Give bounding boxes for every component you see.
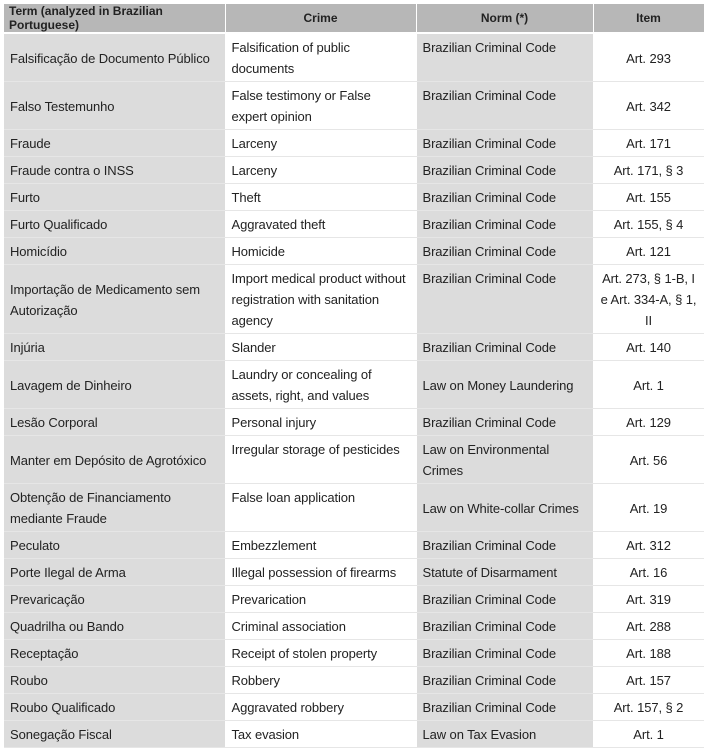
cell-norm: Brazilian Criminal Code [416, 586, 593, 613]
cell-norm: Brazilian Criminal Code [416, 238, 593, 265]
cell-norm: Law on Tax Evasion [416, 721, 593, 748]
cell-item: Art. 56 [593, 436, 704, 484]
table-row [4, 721, 704, 748]
cell-norm: Brazilian Criminal Code [416, 409, 593, 436]
cell-item: Art. 293 [593, 33, 704, 82]
cell-crime: Illegal possession of firearms [225, 559, 416, 586]
cell-crime: Embezzlement [225, 532, 416, 559]
cell-crime: Larceny [225, 130, 416, 157]
cell-item: Art. 129 [593, 409, 704, 436]
table-row [4, 184, 704, 211]
cell-item: Art. 1 [593, 361, 704, 409]
cell-item: Art. 171, § 3 [593, 157, 704, 184]
table-row [4, 409, 704, 436]
table-row [4, 130, 704, 157]
cell-norm: Brazilian Criminal Code [416, 667, 593, 694]
cell-item: Art. 140 [593, 334, 704, 361]
cell-term: Peculato [4, 532, 225, 559]
cell-crime: Larceny [225, 157, 416, 184]
cell-term: Roubo [4, 667, 225, 694]
cell-norm: Brazilian Criminal Code [416, 532, 593, 559]
cell-crime: False loan application [225, 484, 416, 532]
cell-item: Art. 288 [593, 613, 704, 640]
cell-item: Art. 157 [593, 667, 704, 694]
cell-crime: Theft [225, 184, 416, 211]
cell-term: Quadrilha ou Bando [4, 613, 225, 640]
cell-term: Roubo Qualificado [4, 694, 225, 721]
cell-crime: Aggravated theft [225, 211, 416, 238]
table-row [4, 694, 704, 721]
table-row [4, 238, 704, 265]
table-row [4, 532, 704, 559]
cell-crime: Falsification of public documents [225, 33, 416, 82]
cell-norm: Brazilian Criminal Code [416, 82, 593, 130]
cell-crime: Import medical product without registration with sanitation agency [225, 265, 416, 334]
cell-item: Art. 121 [593, 238, 704, 265]
table-row [4, 613, 704, 640]
cell-item: Art. 155, § 4 [593, 211, 704, 238]
cell-norm: Brazilian Criminal Code [416, 613, 593, 640]
header-term: Term (analyzed in Brazilian Portuguese) [4, 4, 225, 33]
cell-term: Falsificação de Documento Público [4, 33, 225, 82]
cell-norm: Brazilian Criminal Code [416, 33, 593, 82]
header-row [4, 4, 704, 33]
table-row [4, 157, 704, 184]
cell-crime: Personal injury [225, 409, 416, 436]
cell-item: Art. 1 [593, 721, 704, 748]
cell-item: Art. 16 [593, 559, 704, 586]
cell-norm: Law on White-collar Crimes [416, 484, 593, 532]
header-norm: Norm (*) [416, 4, 593, 33]
cell-term: Importação de Medicamento sem Autorização [4, 265, 225, 334]
cell-term: Prevaricação [4, 586, 225, 613]
table-row [4, 484, 704, 532]
cell-norm: Law on Environmental Crimes [416, 436, 593, 484]
cell-term: Fraude [4, 130, 225, 157]
cell-crime: Receipt of stolen property [225, 640, 416, 667]
table-row [4, 361, 704, 409]
cell-norm: Brazilian Criminal Code [416, 640, 593, 667]
cell-term: Obtenção de Financiamento mediante Fraude [4, 484, 225, 532]
cell-crime: Slander [225, 334, 416, 361]
cell-norm: Brazilian Criminal Code [416, 157, 593, 184]
header-item: Item [593, 4, 704, 33]
cell-term: Furto [4, 184, 225, 211]
table-row [4, 667, 704, 694]
cell-norm: Brazilian Criminal Code [416, 694, 593, 721]
crimes-table [4, 4, 704, 748]
cell-crime: Aggravated robbery [225, 694, 416, 721]
cell-item: Art. 312 [593, 532, 704, 559]
cell-crime: Laundry or concealing of assets, right, and values [225, 361, 416, 409]
cell-term: Receptação [4, 640, 225, 667]
cell-norm: Statute of Disarmament [416, 559, 593, 586]
cell-norm: Law on Money Laundering [416, 361, 593, 409]
cell-item: Art. 19 [593, 484, 704, 532]
table-row [4, 436, 704, 484]
table-row [4, 334, 704, 361]
cell-norm: Brazilian Criminal Code [416, 130, 593, 157]
cell-term: Sonegação Fiscal [4, 721, 225, 748]
table-row [4, 211, 704, 238]
cell-term: Porte Ilegal de Arma [4, 559, 225, 586]
table-row [4, 33, 704, 82]
table-row [4, 640, 704, 667]
cell-item: Art. 188 [593, 640, 704, 667]
cell-norm: Brazilian Criminal Code [416, 334, 593, 361]
cell-crime: Irregular storage of pesticides [225, 436, 416, 484]
cell-term: Injúria [4, 334, 225, 361]
cell-term: Lesão Corporal [4, 409, 225, 436]
table-row [4, 82, 704, 130]
cell-norm: Brazilian Criminal Code [416, 184, 593, 211]
cell-item: Art. 342 [593, 82, 704, 130]
cell-item: Art. 157, § 2 [593, 694, 704, 721]
cell-crime: Homicide [225, 238, 416, 265]
cell-item: Art. 155 [593, 184, 704, 211]
cell-norm: Brazilian Criminal Code [416, 265, 593, 334]
cell-item: Art. 273, § 1-B, I e Art. 334-A, § 1, II [593, 265, 704, 334]
cell-crime: Robbery [225, 667, 416, 694]
table-row [4, 559, 704, 586]
cell-norm: Brazilian Criminal Code [416, 211, 593, 238]
cell-term: Lavagem de Dinheiro [4, 361, 225, 409]
cell-item: Art. 171 [593, 130, 704, 157]
cell-term: Manter em Depósito de Agrotóxico [4, 436, 225, 484]
cell-item: Art. 319 [593, 586, 704, 613]
cell-crime: Tax evasion [225, 721, 416, 748]
cell-crime: Criminal association [225, 613, 416, 640]
table-row [4, 265, 704, 334]
cell-term: Furto Qualificado [4, 211, 225, 238]
cell-term: Homicídio [4, 238, 225, 265]
header-crime: Crime [225, 4, 416, 33]
cell-term: Falso Testemunho [4, 82, 225, 130]
cell-crime: Prevarication [225, 586, 416, 613]
table-row [4, 586, 704, 613]
cell-crime: False testimony or False expert opinion [225, 82, 416, 130]
cell-term: Fraude contra o INSS [4, 157, 225, 184]
